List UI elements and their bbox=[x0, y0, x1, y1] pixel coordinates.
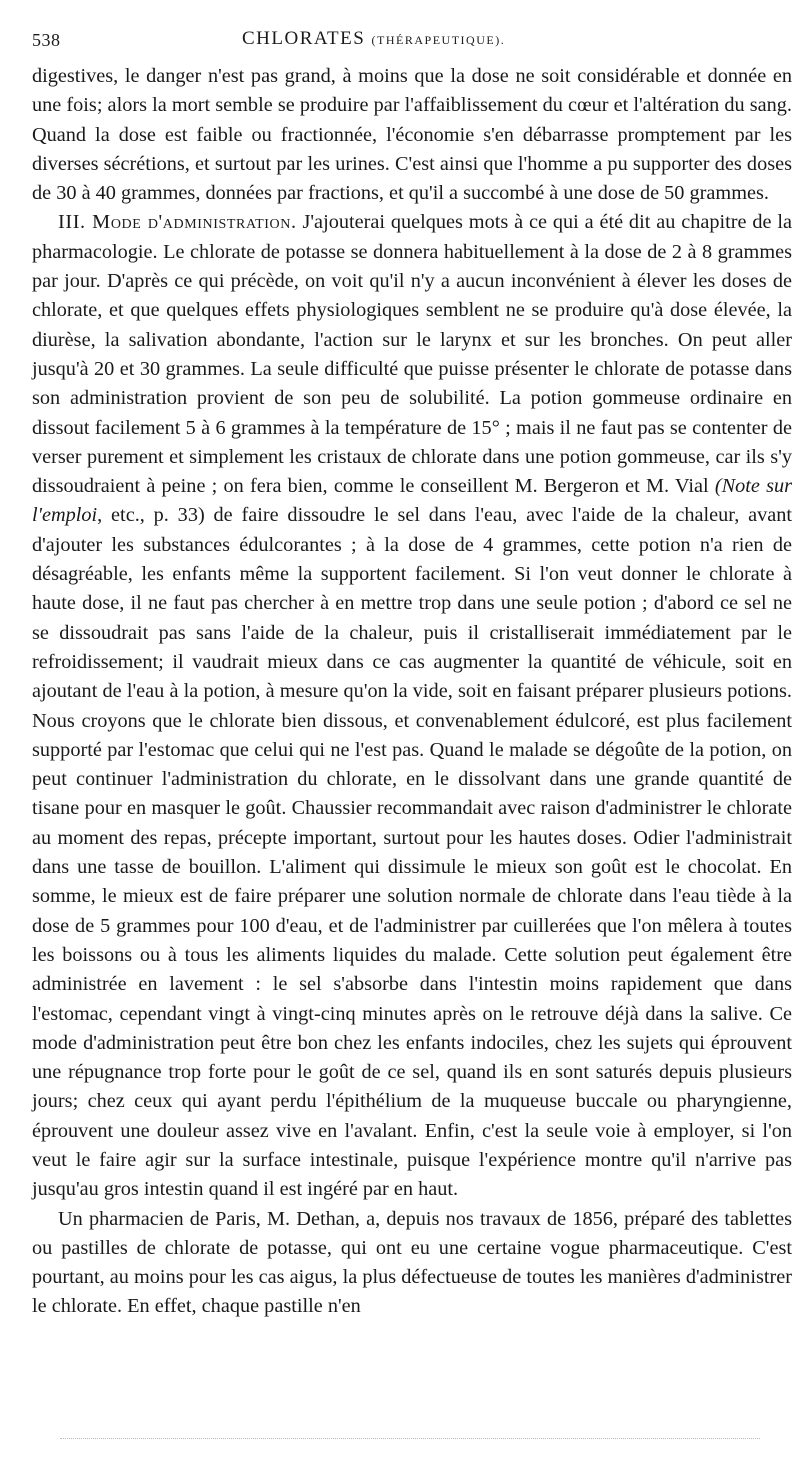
paragraph-mode-administration bbox=[32, 208, 792, 1204]
paragraph-2-text: J'ajouterai quelques mots à ce qui a été dit au chapitre de la pharmacologie. Le chlorate de potasse se donnera habituellement à la dose de 2 à 8 grammes par jour. D'après ce qui précède, on voit qu'il n'y a aucun inconvénient à élever les doses de chlorate, et que quelques effets physiologiques semblent ne se produire qu'à dose élevée, la diurèse, la salivation abondante, l'action sur le larynx et sur les bronches. On peut aller jusqu'à 20 et 30 grammes. La seule difficulté que puisse présenter le chlorate de potasse dans son administration provient de son peu de solubilité. La potion gommeuse ordinaire en dissout facilement 5 à 6 grammes à la température de 15° ; mais il ne faut pas se contenter de verser purement et simplement les cristaux de chlorate dans une potion gommeuse, car ils s'y dissoudraient à peine ; on fera bien, comme le conseillent M. Bergeron et M. Vial bbox=[32, 211, 792, 498]
section-heading: III. Mode d'administration. bbox=[58, 211, 297, 234]
running-title bbox=[242, 28, 505, 50]
paragraph-1: digestives, le danger n'est pas grand, à moins que la dose ne soit considérable et donnée en une fois; alors la mort semble se produire par l'affaiblissement du cœur et l'altération du sang. Quand la dose est faible ou fractionnée, l'économie s'en débarrasse promptement par les diverses sécrétions, et surtout par les urines. C'est ainsi que l'homme a pu supporter des doses de 30 à 40 grammes, données par fractions, et qu'il a succombé à une dose de 50 grammes. bbox=[32, 65, 792, 205]
body-text bbox=[32, 62, 792, 1322]
page-header bbox=[32, 26, 792, 62]
paragraph-3: Un pharmacien de Paris, M. Dethan, a, depuis nos travaux de 1856, préparé des tablettes ou pastilles de chlorate de potasse, qui ont eu une certaine vogue pharmaceutique. C'est pourtant, au moins pour les cas aigus, la plus défectueuse de toutes les manières d'administrer le chlorate. En effet, chaque pastille n'en bbox=[32, 1207, 792, 1318]
book-page bbox=[32, 26, 792, 1322]
running-title-main: CHLORATES bbox=[242, 28, 366, 49]
paragraph-2-continuation: , etc., p. 33) de faire dissoudre le sel dans l'eau, avec l'aide de la chaleur, avant d'ajouter les substances édulcorantes ; à la dose de 4 grammes, cette potion n'a rien de désagréable, les enfants même la supportent facilement. Si l'on veut donner le chlorate à haute dose, il ne faut pas chercher à en mettre trop dans une seule potion ; d'abord ce sel ne se dissoudrait pas sans l'aide de la chaleur, puis il cristalliserait immédiatement par le refroidissement; il vaudrait mieux dans ce cas augmenter la quantité de véhicule, soit en ajoutant de l'eau à la potion, à mesure qu'on la vide, soit en faisant préparer plusieurs potions. Nous croyons que le chlorate bien dissous, et convenablement édulcoré, est plus facilement supporté par l'estomac que celui qui ne l'est pas. Quand le malade se dégoûte de la potion, on peut continuer l'administration du chlorate, en le dissolvant dans une grande quantité de tisane pour en masquer le goût. Chaussier recommandait avec raison d'administrer le chlorate au moment des repas, précepte important, surtout pour les hautes doses. Odier l'administrait dans une tasse de bouillon. L'aliment qui dissimule le mieux son goût est le chocolat. En somme, le mieux est de faire préparer une solution normale de chlorate dans l'eau tiède à la dose de 5 grammes pour 100 d'eau, et de l'administrer par cuillerées que l'on mêlera à toutes les boissons ou à tous les aliments liquides du malade. Cette solution peut également être administrée en lavement : le sel s'absorbe dans l'intestin moins rapidement que dans l'estomac, cependant vingt à vingt-cinq minutes après on le retrouve déjà dans la salive. Ce mode d'administration peut être bon chez les enfants indociles, chez les sujets qui éprouvent une répugnance trop forte pour le goût de ce sel, quand ils en sont saturés depuis plusieurs jours; chez ceux qui ayant perdu l'épithélium de la muqueuse buccale ou pharyngienne, éprouvent une douleur assez vive en l'avalant. Enfin, c'est la seule voie à employer, si l'on veut le faire agir sur la surface intestinale, puisque l'expérience montre qu'il n'arrive pas jusqu'au gros intestin quand il est ingéré par en haut. bbox=[32, 504, 792, 1201]
citation-title: (Note sur l'emploi bbox=[32, 475, 793, 527]
running-title-subtitle: (THÉRAPEUTIQUE). bbox=[371, 33, 506, 47]
footer-dotted-rule bbox=[60, 1438, 760, 1439]
page-number: 538 bbox=[32, 30, 61, 50]
